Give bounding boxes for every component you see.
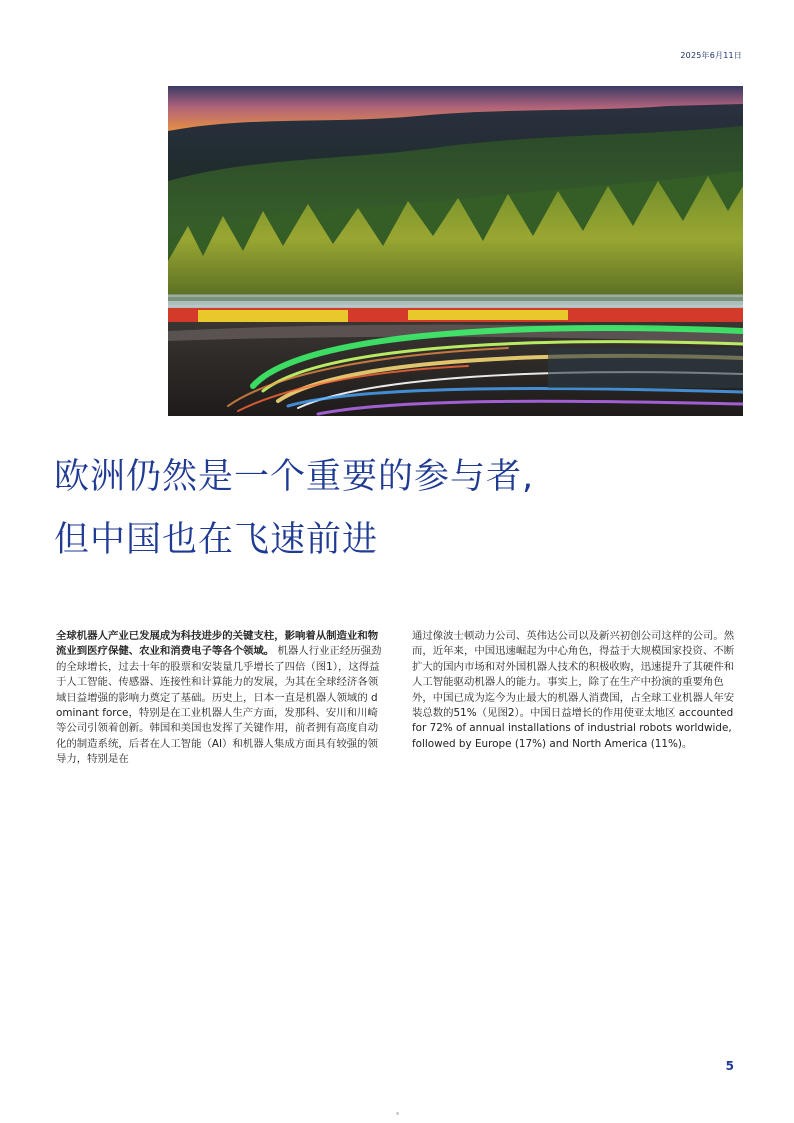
hero-image: [168, 86, 743, 416]
page-number: 5: [725, 1059, 734, 1073]
body-text-left: 机器人行业正经历强劲的全球增长，过去十年的股票和安装量几乎增长了四倍（图1），这得益于人工智能、传感器、连接性和计算能力的发展，为其在全球经济各领域日益增强的影响力奠定了基础。历史上，日本一直是机器人领域的 dominant force，特别是在工业机器人生产方面，发那科、安川和川崎等公司引领着创新。韩国和美国也发挥了关键作用，前者拥有高度自动化的制造系统，后者在人工智能（AI）和机器人集成方面具有较强的领导力，特别是在: [56, 645, 382, 766]
report-date: 2025年6月11日: [680, 51, 742, 60]
lead-sentence: 全球机器人产业已发展成为科技进步的关键支柱，影响着从制造业和物流业到医疗保健、农业和消费电子等各个领域。: [56, 630, 379, 658]
body-column-right: 通过像波士顿动力公司、英伟达公司以及新兴初创公司这样的公司。然而，近年来，中国迅速崛起为中心角色，得益于大规模国家投资、不断扩大的国内市场和对外国机器人技术的积极收购，迅速提升了其硬件和人工智能驱动机器人的能力。事实上，除了在生产中扮演的重要角色外，中国已成为迄今为止最大的机器人消费国，占全球工业机器人年安装总数的51%（见图2）。中国日益增长的作用使亚太地区 accounted for 72% of annual installations of industrial robots worldwide, followed by Europe (17%) and North America (11%)。: [412, 630, 735, 750]
page-indicator-dot: [396, 1112, 399, 1115]
page-title: [54, 446, 744, 572]
body-column-left: [56, 629, 382, 768]
title-line-2: 但中国也在飞速前进: [54, 520, 379, 560]
title-line-1: 欧洲仍然是一个重要的参与者,: [54, 457, 535, 497]
